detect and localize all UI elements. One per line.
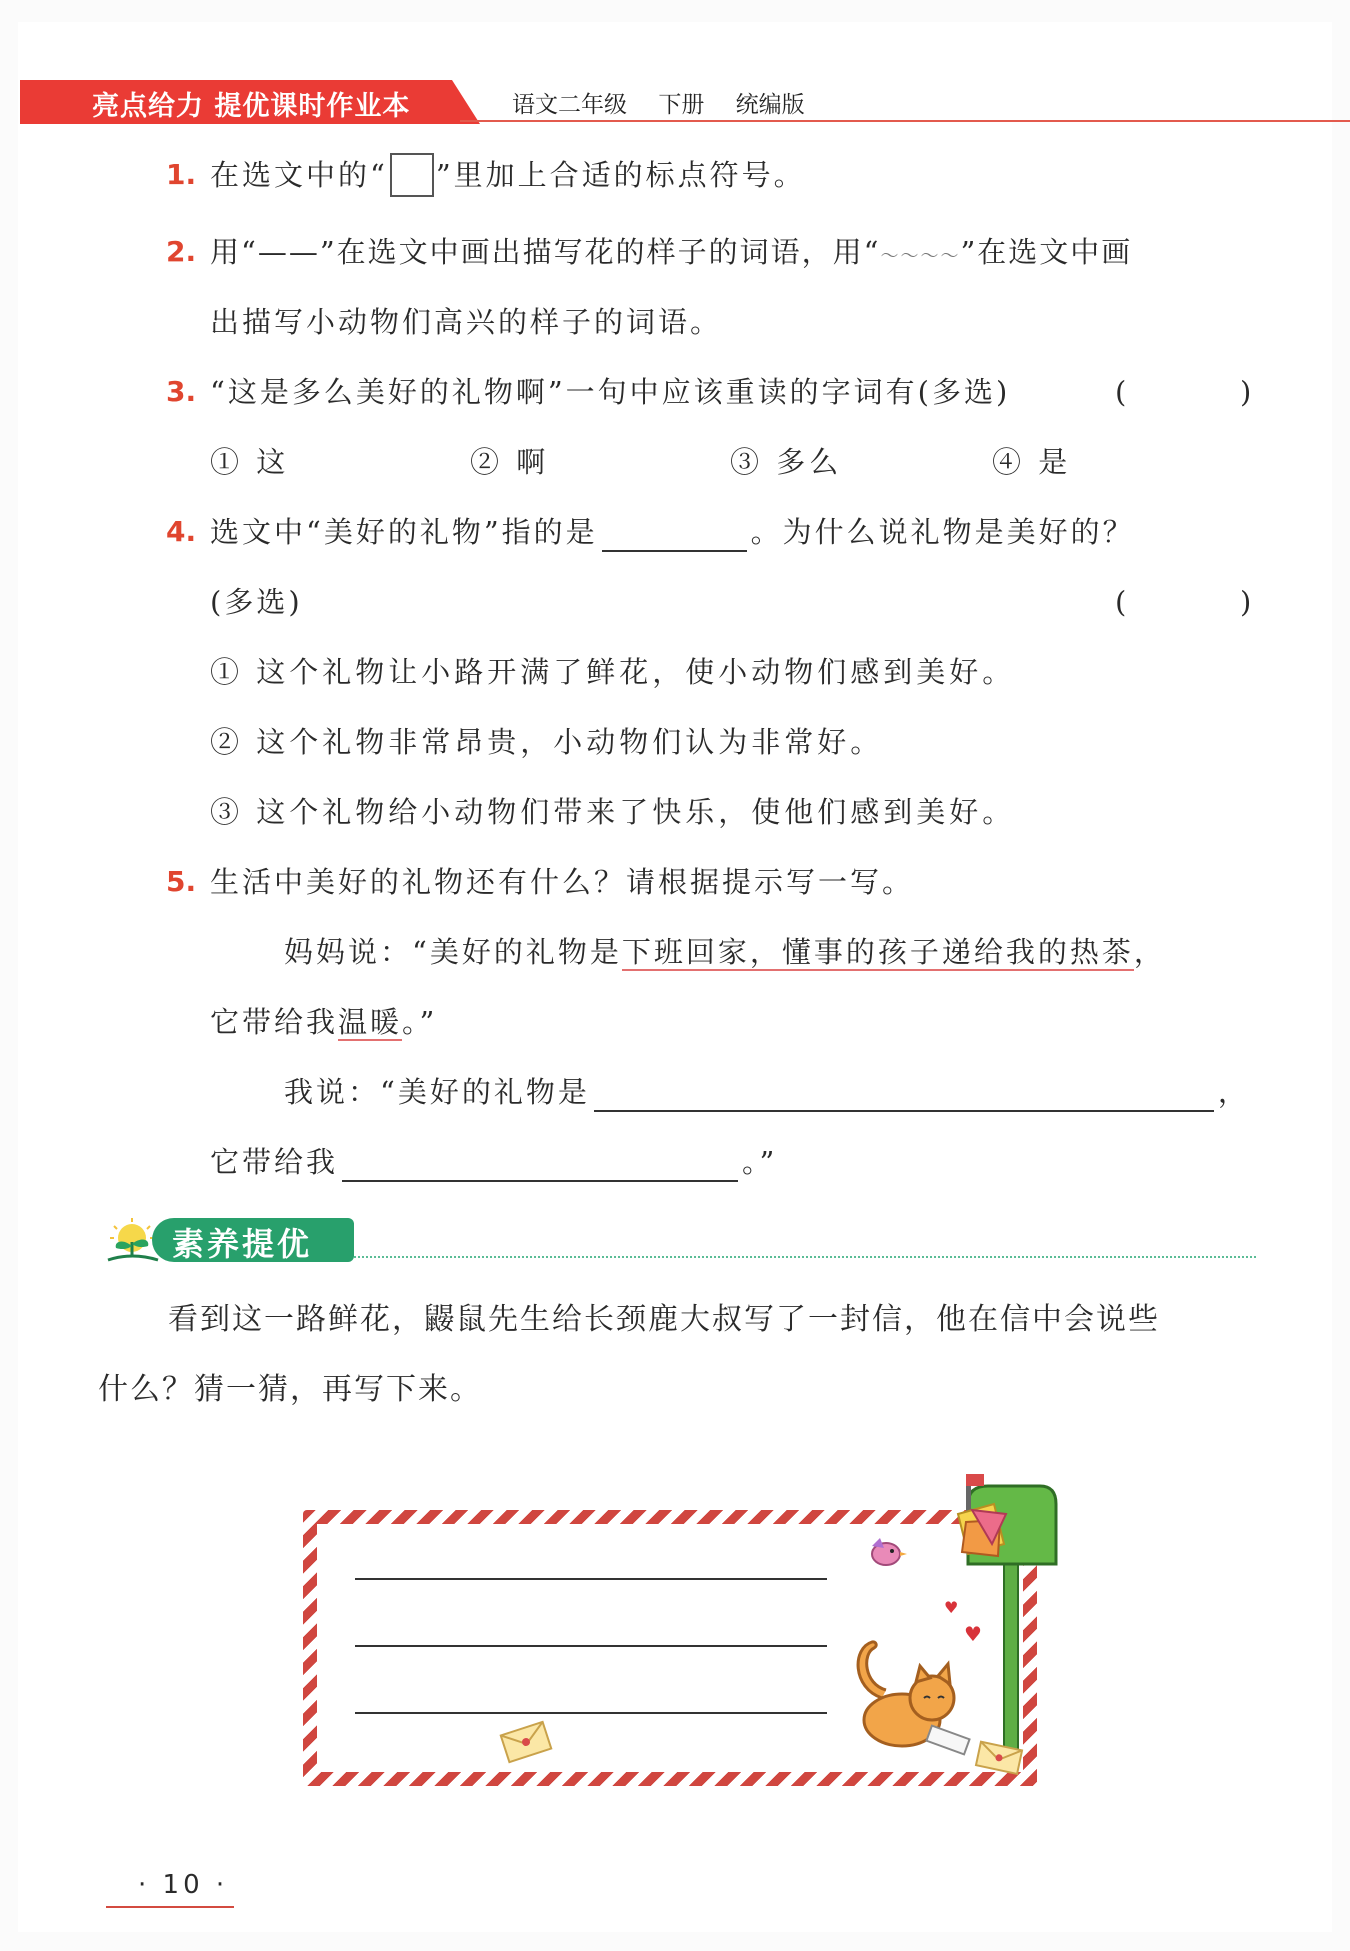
feeling-answer-blank[interactable] xyxy=(342,1150,738,1182)
question-4-number: 4. xyxy=(166,515,197,548)
mom-says-text: 妈妈说：“美好的礼物是 xyxy=(284,935,622,969)
answer-blank[interactable] xyxy=(602,520,747,552)
question-2-line-1 xyxy=(210,232,1132,277)
edition-label: 统编版 xyxy=(735,92,805,118)
question-3-option-4[interactable]: ④ 是 xyxy=(992,445,1072,479)
question-2-text-b: ”在选文中画 xyxy=(960,235,1133,269)
question-3-paren-close: ) xyxy=(1240,375,1252,409)
question-4-line-1 xyxy=(210,512,1135,552)
question-3-option-3[interactable]: ③ 多么 xyxy=(730,445,843,479)
writing-line-2[interactable] xyxy=(355,1645,827,1647)
question-3-option-2[interactable]: ② 啊 xyxy=(470,445,550,479)
cat-icon xyxy=(842,1628,972,1758)
mom-says-line-1 xyxy=(284,932,1166,972)
question-1-number: 1. xyxy=(166,158,197,191)
i-brings-text: 它带给我 xyxy=(210,1145,339,1179)
i-say-comma: ， xyxy=(1217,1075,1250,1109)
subject-label: 语文二年级 xyxy=(512,92,627,118)
mom-example-answer: 下班回家，懂事的孩子递给我的热茶 xyxy=(621,935,1134,969)
question-4-option-1[interactable]: ① 这个礼物让小路开满了鲜花，使小动物们感到美好。 xyxy=(210,655,1016,689)
page-number: · 10 · xyxy=(138,1870,229,1900)
wavy-line-mark: ～～～～ xyxy=(880,246,961,267)
question-4-option-2[interactable]: ② 这个礼物非常昂贵，小动物们认为非常好。 xyxy=(210,725,884,759)
section-dotted-rule xyxy=(354,1256,1256,1258)
question-4-text-a: 选文中“美好的礼物”指的是 xyxy=(210,515,598,549)
question-2-number: 2. xyxy=(166,235,197,268)
punctuation-box[interactable] xyxy=(390,153,434,197)
bird-icon xyxy=(866,1534,908,1570)
writing-line-1[interactable] xyxy=(355,1578,827,1580)
question-4-multi-select: (多选) xyxy=(210,585,303,619)
i-say-line-1 xyxy=(284,1072,1250,1112)
question-3-number: 3. xyxy=(166,375,197,408)
book-info xyxy=(512,86,829,119)
question-1-text-a: 在选文中的“ xyxy=(210,158,388,192)
volume-label: 下册 xyxy=(658,92,705,118)
mom-says-line-2 xyxy=(210,1002,437,1042)
question-5-number: 5. xyxy=(166,865,197,898)
i-say-text: 我说：“美好的礼物是 xyxy=(284,1075,590,1109)
footer-rule xyxy=(106,1906,234,1908)
mom-example-feeling: 温暖 xyxy=(338,1005,403,1039)
envelope-icon xyxy=(498,1720,554,1764)
mom-comma: ， xyxy=(1133,935,1166,969)
heart-icon: ♥ xyxy=(944,1598,959,1617)
question-4-paren-open[interactable]: ( xyxy=(1115,585,1127,619)
question-4-paren-close: ) xyxy=(1240,585,1252,619)
question-5-text: 生活中美好的礼物还有什么？请根据提示写一写。 xyxy=(210,865,915,899)
header-rule xyxy=(460,120,1350,122)
gift-answer-blank[interactable] xyxy=(594,1080,1214,1112)
i-close-quote: 。” xyxy=(742,1145,778,1179)
question-3-option-1[interactable]: ① 这 xyxy=(210,445,290,479)
section-title: 素养提优 xyxy=(172,1225,313,1263)
question-3-paren-open[interactable]: ( xyxy=(1115,375,1127,409)
writing-line-3[interactable] xyxy=(355,1712,827,1714)
section-prompt-line-2: 什么？猜一猜，再写下来。 xyxy=(98,1372,482,1407)
question-1-text-b: ”里加上合适的标点符号。 xyxy=(435,158,806,192)
header xyxy=(20,80,1338,124)
heart-icon: ♥ xyxy=(964,1622,982,1646)
section-prompt-line-1: 看到这一路鲜花，鼹鼠先生给长颈鹿大叔写了一封信，他在信中会说些 xyxy=(168,1302,1160,1337)
question-1 xyxy=(210,155,806,197)
question-2-text-a: 用“——”在选文中画出描写花的样子的词语，用“ xyxy=(210,235,881,269)
series-title: 亮点给力 提优课时作业本 xyxy=(92,91,411,122)
i-say-line-2 xyxy=(210,1142,777,1182)
envelope-icon xyxy=(974,1740,1026,1776)
mom-brings-text: 它带给我 xyxy=(210,1005,339,1039)
question-4-text-b: 。为什么说礼物是美好的？ xyxy=(750,515,1135,549)
question-4-option-3[interactable]: ③ 这个礼物给小动物们带来了快乐，使他们感到美好。 xyxy=(210,795,1016,829)
question-2-line-2: 出描写小动物们高兴的样子的词语。 xyxy=(210,305,723,339)
mom-close-quote: 。” xyxy=(402,1005,438,1039)
question-3-text: “这是多么美好的礼物啊”一句中应该重读的字词有(多选) xyxy=(210,375,1011,409)
